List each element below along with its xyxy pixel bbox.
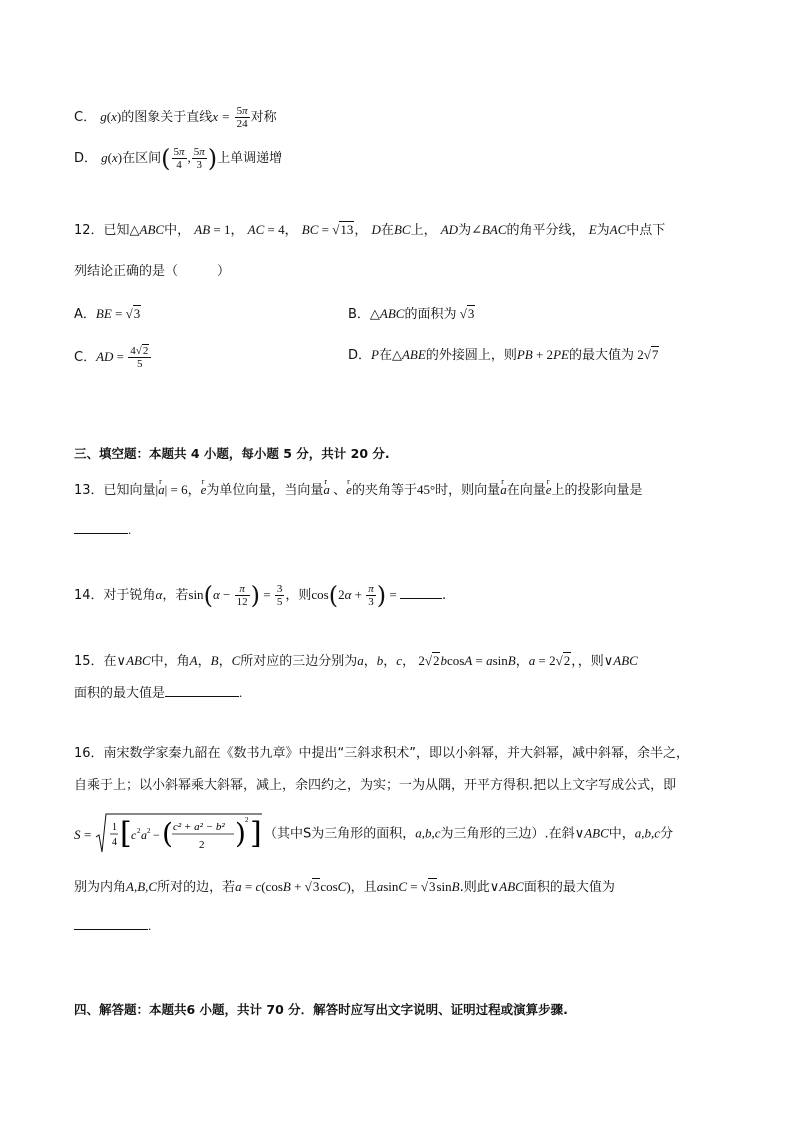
- svg-text:(: (: [162, 817, 173, 850]
- text: 中，: [608, 826, 635, 842]
- text: 中点下: [626, 223, 666, 238]
- q15-answer-blank[interactable]: [165, 684, 239, 697]
- q11-d-text2: 上单调递增: [217, 151, 283, 166]
- text: 的外接圆上，则: [425, 348, 517, 363]
- q11-option-d: D． g(x)在区间( $\frac{5\pi}{4}$ , $\frac{5\pi}{3}$ )上单调递增: [74, 144, 283, 173]
- option-label: D．: [74, 151, 98, 166]
- svg-text:=: =: [84, 827, 92, 842]
- svg-text:S: S: [74, 827, 81, 842]
- q15-line1: 15．在∨ABC中，角A，B，C所对应的三边分别为a，b，c， 2√2bcosA = asinB，a = 2√2，，则∨ABC: [74, 653, 638, 669]
- q14-number: 14．对于锐角: [74, 588, 156, 603]
- text: 所对应的三边分别为: [240, 654, 358, 669]
- q12-option-c: C．AD = $\frac{4√2}{5}$: [74, 345, 152, 370]
- option-label: C．: [74, 110, 97, 125]
- text: 上的投影向量是: [551, 483, 643, 498]
- text: ，: [354, 223, 368, 238]
- section-3-title: 三、填空题：本题共 4 小题，每小题 5 分，共计 20 分.: [74, 446, 390, 461]
- q11-c-text1: 的图象关于直线: [121, 110, 213, 125]
- q16-line4: 别为内角A,B,C所对的边，若a = c(cosB + √3cosC)，且asinC = √3sinB.则此∨ABC面积的最大值为: [74, 879, 615, 895]
- text: 中，: [164, 223, 191, 238]
- q13-line1: 13．已知向量|r a| = 6，r e为单位向量，当向量r a 、r e的夹角等于45°时，则向量r a在向量r e上的投影向量是: [74, 480, 643, 501]
- svg-text:2: 2: [199, 839, 205, 851]
- svg-text:c² + a² − b²: c² + a² − b²: [173, 821, 225, 833]
- text: 的角平分线，: [506, 223, 585, 238]
- text: ，且: [350, 880, 377, 895]
- option-label: C．: [74, 350, 97, 365]
- text: 中，角: [150, 654, 190, 669]
- q16-line1: 16．南宋数学家秦九韶在《数书九章》中提出“三斜求积术”，即以小斜幂，并大斜幂，减中斜幂，余半之，: [74, 746, 690, 761]
- q16-line2: 自乘于上；以小斜幂乘大斜幂，减上，余四约之，为实；一为从隅，开平方得积.把以上文字写成公式，即: [74, 778, 677, 793]
- text: ，: [187, 483, 201, 498]
- svg-text:]: ]: [250, 816, 262, 851]
- text: ，若: [162, 588, 189, 603]
- svg-text:2: 2: [147, 827, 151, 835]
- option-label: A．: [74, 307, 96, 322]
- fraction-pi-12: $\frac{\pi}{12}$: [236, 583, 248, 608]
- q12-option-a: A．BE = √3: [74, 306, 141, 322]
- text: 所对的边，若: [157, 880, 236, 895]
- text: ，: [230, 223, 244, 238]
- text: 时，则向量: [435, 483, 501, 498]
- text: .则此: [459, 880, 490, 895]
- option-label: B．: [348, 307, 370, 322]
- fraction-5pi-24: $\frac{5\pi}{24}$: [236, 105, 248, 130]
- q13-number: 13．已知向量: [74, 483, 156, 498]
- svg-text:c: c: [131, 828, 137, 842]
- svg-text:−: −: [153, 828, 160, 842]
- text: 在向量: [506, 483, 546, 498]
- q11-option-c: C． g(x)的图象关于直线x = $\frac{5\pi}{24}$ 对称: [74, 105, 277, 130]
- q11-c-text2: 对称: [250, 110, 277, 125]
- text: 为单位向量，当向量: [206, 483, 324, 498]
- text: 的最大值为: [568, 348, 634, 363]
- q11-d-text1: 在区间: [122, 151, 162, 166]
- fraction-5pi-3: $\frac{5\pi}{3}$: [193, 146, 205, 171]
- text: 的面积为: [404, 307, 457, 322]
- q14-answer-blank[interactable]: [400, 586, 442, 599]
- text: ，则: [285, 588, 312, 603]
- text: ，: [284, 223, 298, 238]
- text: 为三角形的三边）.在斜: [440, 826, 575, 842]
- option-label: D．: [348, 348, 372, 363]
- math-x-eq: x: [212, 109, 218, 124]
- text: 别为内角: [74, 880, 127, 895]
- q12-number: 12．已知: [74, 223, 130, 238]
- text: 面积的最大值是: [74, 686, 166, 701]
- fraction-5pi-4: $\frac{5\pi}{4}$: [173, 146, 185, 171]
- fraction-3-5: $\frac{3}{5}$: [276, 583, 283, 608]
- svg-text:4: 4: [112, 837, 117, 848]
- q16-answer-blank[interactable]: .: [74, 916, 151, 937]
- q15-line2: 面积的最大值是 .: [74, 685, 243, 701]
- q14: 14．对于锐角α，若sin(α − $\frac{\pi}{12}$ ) = $\frac{3}{5}$ ，则cos(2α + $\frac{\pi}{3}$ ) = .: [74, 581, 447, 610]
- q15-number: 15．在: [74, 654, 117, 669]
- svg-text:): ): [235, 817, 246, 850]
- q16-line3-formula: S = 1 4 [ c 2 a 2 − ( c² + a² − b² 2 ) 2 ] （其中S为三角形的面积，a,b,c为三角形的三边）.在斜∨ABC中，a,b,c分: [74, 812, 673, 856]
- text: （其中S为三角形的面积，: [264, 826, 416, 842]
- q12-stem-line1: 12．已知△ABC中， AB = 1， AC = 4， BC = √13， D在BC上， AD为∠BAC的角平分线， E为AC中点下: [74, 222, 666, 238]
- svg-text:2: 2: [137, 827, 141, 835]
- q12-option-b: B．△ABC的面积为 √3: [348, 306, 475, 322]
- text: 上，: [410, 223, 437, 238]
- text: 的夹角等于: [351, 483, 417, 498]
- svg-text:1: 1: [112, 822, 117, 833]
- q12-stem-line2: 列结论正确的是（ ）: [74, 264, 231, 279]
- text: .: [441, 588, 447, 603]
- heron-like-formula: [74, 812, 264, 856]
- text: 面积的最大值为: [523, 880, 615, 895]
- q12-option-d: D．P在△ABE的外接圆上，则PB + 2PE的最大值为 2√7: [348, 347, 659, 363]
- text: 在: [380, 223, 394, 238]
- fraction-pi-3: $\frac{\pi}{3}$: [368, 583, 374, 608]
- q13-answer-blank[interactable]: .: [74, 520, 131, 541]
- text: 为: [596, 223, 610, 238]
- svg-text:a: a: [141, 828, 147, 842]
- text: 为: [458, 223, 472, 238]
- text: 在: [378, 348, 392, 363]
- svg-text:[: [: [120, 816, 132, 851]
- fraction-4sqrt2-5: $\frac{4√2}{5}$: [128, 345, 151, 370]
- text: ，则: [577, 654, 604, 669]
- svg-text:2: 2: [245, 816, 249, 824]
- section-4-title: 四、解答题：本题共6 小题，共计 70 分．解答时应写出文字说明、证明过程或演算步骤.: [74, 1002, 568, 1017]
- text: 分: [660, 826, 674, 842]
